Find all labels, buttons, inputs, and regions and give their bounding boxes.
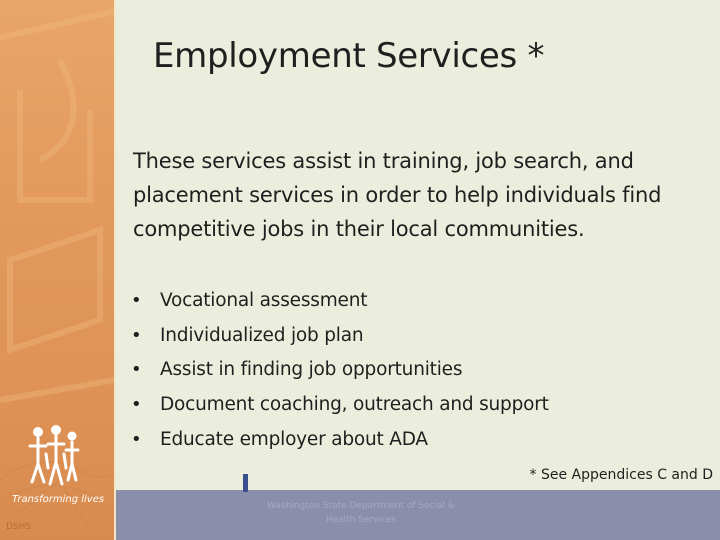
list-item-text: Educate employer about ADA [160, 428, 428, 450]
list-item [131, 422, 549, 457]
footer-line-2: Health Services [325, 515, 397, 525]
bullet-icon: • [131, 428, 142, 450]
footer-accent-mark [243, 474, 248, 492]
sidebar-divider [114, 0, 116, 540]
list-item [131, 283, 549, 318]
list-item-text: Individualized job plan [160, 324, 364, 346]
list-item [131, 318, 549, 353]
sidebar-panel [0, 0, 115, 540]
intro-paragraph: These services assist in training, job search, and placement services in order to help individuals find competitive jobs in their local communities. [133, 149, 662, 241]
list-item [131, 352, 549, 387]
list-item [131, 387, 549, 422]
footer-organization [256, 499, 466, 527]
list-item-text: Vocational assessment [160, 289, 368, 311]
family-logo-icon [26, 424, 82, 488]
tagline: Transforming lives [12, 494, 105, 505]
bullet-icon: • [131, 393, 142, 415]
tagline-sub: DSHS [6, 522, 32, 532]
bullet-icon: • [131, 359, 142, 381]
list-item-text: Assist in finding job opportunities [160, 359, 463, 381]
appendix-footnote: * See Appendices C and D [529, 467, 713, 483]
slide-title: Employment Services * [153, 36, 545, 76]
footer-line-1: Washington State Department of Social & [267, 501, 455, 511]
list-item-text: Document coaching, outreach and support [160, 393, 549, 415]
bullet-icon: • [131, 324, 142, 346]
bullet-icon: • [131, 289, 142, 311]
service-list [131, 283, 549, 456]
